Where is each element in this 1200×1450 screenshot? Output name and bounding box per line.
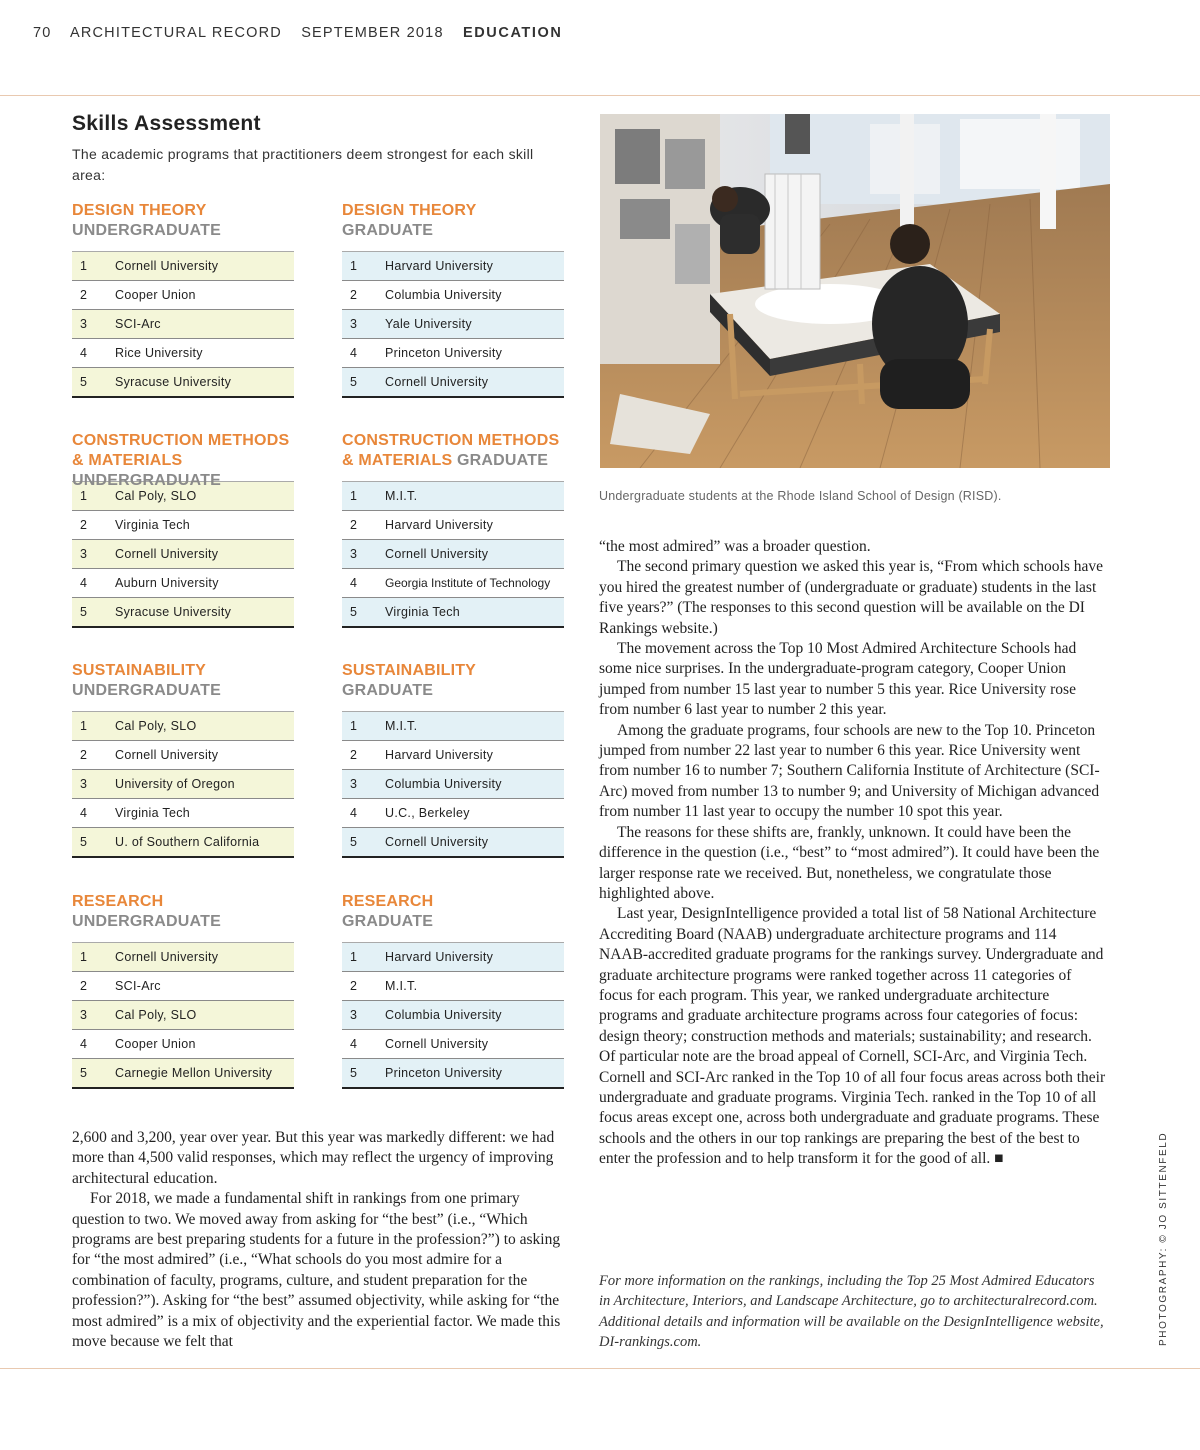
rank-row: 5 Syracuse University [72,597,294,626]
rank-block [342,431,564,628]
rank-row: 2 Harvard University [342,740,564,769]
page-number: 70 [33,25,52,41]
rank-row: 5 Syracuse University [72,367,294,396]
rank-block [342,892,564,1089]
rank-row: 4 Cornell University [342,1029,564,1058]
rank-row: 5 Virginia Tech [342,597,564,626]
rank-block [72,892,294,1089]
more-info-note: For more information on the rankings, including the Top 25 Most Admired Educators in Architecture, Interiors, and Landscape Architecture, go to architecturalrecord.com. Additional details and information will be available on the DesignIntelligence website, DI-rankings.com. [599,1273,1104,1351]
rank-row: 3 Columbia University [342,769,564,798]
rank-list [342,251,564,398]
block-heading: SUSTAINABILITY UNDERGRADUATE [72,662,221,699]
block-heading: DESIGN THEORY UNDERGRADUATE [72,202,221,239]
rank-block [342,201,564,398]
section-name: EDUCATION [462,25,563,41]
issue-date: SEPTEMBER 2018 [301,25,444,41]
article-column-right [599,537,1107,1170]
rank-row: 1 Cal Poly, SLO [72,481,294,510]
rank-row: 2 M.I.T. [342,971,564,1000]
rank-row: 5 Cornell University [342,827,564,856]
rank-row: 4 U.C., Berkeley [342,798,564,827]
photo-caption: Undergraduate students at the Rhode Island School of Design (RISD). [599,489,1002,503]
paragraph: Last year, DesignIntelligence provided a total list of 58 National Architecture Accrediting Board (NAAB) undergraduate architecture programs and 114 NAAB-accredited graduate programs for the rankings survey. Undergraduate and graduate architecture programs were ranked together across 11 categories of focus for each program. This year, we ranked undergraduate architecture programs and graduate architecture programs across four categories of focus: design theory; construction methods and materials; sustainability; and research. Of particular note are the broad appeal of Cornell, SCI-Arc, and Virginia Tech. Cornell and SCI-Arc ranked in the Top 10 of all four focus areas across both their undergraduate and graduate programs. Virginia Tech. ranked in the Top 10 of all focus areas except one, across both undergraduate and graduate programs. These schools and the others in our top rankings are preparing the best of the best to enter the profession and to help transform it for the good of all. ■ [599,905,1106,1168]
rank-list [72,942,294,1089]
rank-row: 1 Harvard University [342,942,564,971]
paragraph: The second primary question we asked this year is, “From which schools have you hired the greatest number of (undergraduate or graduate) students in the last five years?” (The responses to this second question will be available on the DI Rankings website.) [599,558,1103,637]
photo-credit: PHOTOGRAPHY: © JO SITTENFELD [1158,1131,1169,1346]
block-heading: RESEARCH GRADUATE [342,893,434,930]
studio-photo [600,114,1110,468]
rank-row: 1 M.I.T. [342,711,564,740]
rank-row: 3 University of Oregon [72,769,294,798]
rank-row: 3 Cal Poly, SLO [72,1000,294,1029]
rank-list [72,481,294,628]
rank-row: 5 U. of Southern California [72,827,294,856]
rank-row: 2 Harvard University [342,510,564,539]
header-row [33,25,576,41]
rank-row: 4 Rice University [72,338,294,367]
rank-row: 4 Cooper Union [72,1029,294,1058]
rank-row: 1 Cornell University [72,942,294,971]
block-heading: CONSTRUCTION METHODS & MATERIALS GRADUATE [342,432,560,469]
block-heading: CONSTRUCTION METHODS & MATERIALS UNDERGRADUATE [72,432,290,489]
studio-photo-image [600,114,1110,468]
rank-row: 3 Yale University [342,309,564,338]
rank-list [342,711,564,858]
rank-row: 4 Princeton University [342,338,564,367]
block-heading: RESEARCH UNDERGRADUATE [72,893,221,930]
rank-row: 5 Princeton University [342,1058,564,1087]
rank-row: 2 Cooper Union [72,280,294,309]
skills-intro: The academic programs that practitioners deem strongest for each skill area: [72,146,534,183]
rank-block [72,201,294,398]
paragraph: Among the graduate programs, four schools are new to the Top 10. Princeton jumped from number 22 last year to number 6 this year. Rice University went from number 16 to number 7; Southern California Institute of Architecture (SCI-Arc) moved from number 13 to number 9; and University of Michigan advanced from number 11 last year to occupy the number 10 spot this year. [599,721,1100,821]
rank-list [342,942,564,1089]
rank-row: 1 Cornell University [72,251,294,280]
rank-row: 3 SCI-Arc [72,309,294,338]
publication-name: ARCHITECTURAL RECORD [69,25,282,41]
paragraph: “the most admired” was a broader question. [599,538,871,555]
paragraph: For 2018, we made a fundamental shift in rankings from one primary question to two. We moved away from asking for “the best” (i.e., “Which programs are best preparing students for a future in the profession?”) to asking for “the most admired” (i.e., “What schools do you most admire for a combination of faculty, programs, culture, and student preparation for the profession?”). Asking for “the best” assumed objectivity, while asking for “the most admired” is a mix of objectivity and the experiential factor. We made this move because we felt that [72,1190,561,1351]
block-heading: DESIGN THEORY GRADUATE [342,202,477,239]
rank-list [72,251,294,398]
rank-row: 4 Auburn University [72,568,294,597]
paragraph: The reasons for these shifts are, frankly, unknown. It could have been the difference in the question (i.e., “best” to “most admired”). It could have been the larger response rate we received. But, nonetheless, we congratulate those highlighted above. [599,823,1100,902]
rank-block [72,431,294,628]
rank-row: 2 Virginia Tech [72,510,294,539]
paragraph: The movement across the Top 10 Most Admired Architecture Schools had some nice surprises. In the undergraduate-program category, Cooper Union jumped from number 15 last year to number 5 this year. Rice University rose from number 6 last year to number 2 this year. [599,640,1077,719]
rank-row: 3 Columbia University [342,1000,564,1029]
rank-row: 1 M.I.T. [342,481,564,510]
rank-row: 3 Cornell University [72,539,294,568]
skills-title: Skills Assessment [72,112,261,135]
footer-rule [0,1368,1200,1369]
rank-list [342,481,564,628]
rank-row: 1 Cal Poly, SLO [72,711,294,740]
rank-list [72,711,294,858]
rank-row: 5 Carnegie Mellon University [72,1058,294,1087]
paragraph: 2,600 and 3,200, year over year. But this year was markedly different: we had more than 4,500 valid responses, which may reflect the urgency of improving architectural education. [72,1129,555,1187]
block-heading: SUSTAINABILITY GRADUATE [342,662,477,699]
rank-row: 4 Georgia Institute of Technology [342,568,564,597]
page-header [0,0,1200,96]
rank-row: 5 Cornell University [342,367,564,396]
article-column-left [72,1128,574,1352]
rank-block [342,661,564,858]
rank-row: 3 Cornell University [342,539,564,568]
rank-block [72,661,294,858]
rank-row: 2 Cornell University [72,740,294,769]
rank-row: 1 Harvard University [342,251,564,280]
rank-row: 4 Virginia Tech [72,798,294,827]
rank-row: 2 Columbia University [342,280,564,309]
rank-row: 2 SCI-Arc [72,971,294,1000]
